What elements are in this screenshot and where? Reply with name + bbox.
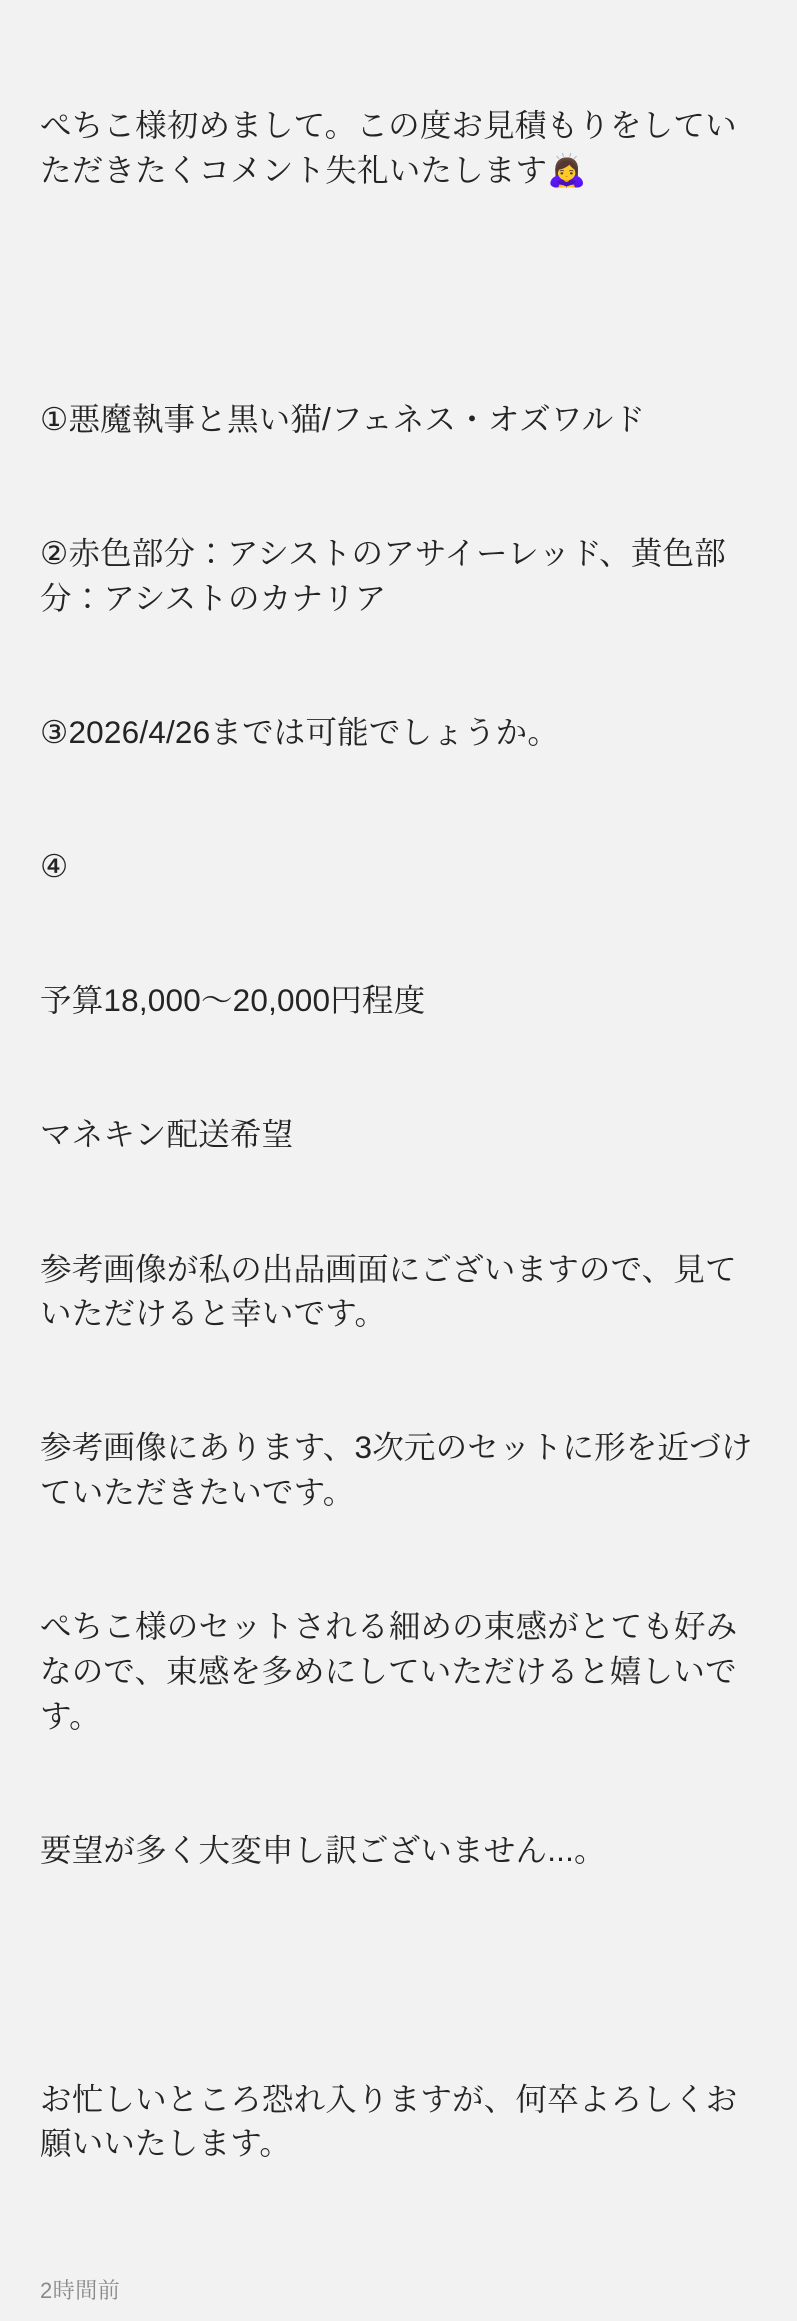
- comment-timestamp: 2時間前: [40, 2277, 121, 2303]
- paragraph-spacer: [40, 282, 757, 307]
- comment-paragraph: ①悪魔執事と黒い猫/フェネス・オズワルド: [40, 400, 646, 437]
- comment-paragraph: 要望が多く大変申し訳ございません...。: [40, 1831, 606, 1868]
- comment-paragraph: ③2026/4/26までは可能でしょうか。: [40, 713, 560, 750]
- comment-paragraph: ④: [40, 848, 69, 885]
- paragraph-spacer: [40, 1962, 757, 1987]
- comment-paragraph: 参考画像にあります、3次元のセットに形を近づけていただきたいです。: [40, 1429, 753, 1511]
- comment-text: [40, 14, 757, 2256]
- comment-paragraph: マネキン配送希望: [40, 1116, 294, 1153]
- comment-paragraph: ぺちこ様のセットされる細めの束感がとても好みなので、束感を多めにしていただけると嬉しいです。: [40, 1608, 738, 1734]
- comment-paragraph: 参考画像が私の出品画面にございますので、見ていただけると幸いです。: [40, 1250, 737, 1332]
- comment-paragraph: ぺちこ様初めまして。この度お見積もりをしていただきたくコメント失礼いたします🙇‍♀️: [40, 107, 737, 189]
- comment-paragraph: 予算18,000〜20,000円程度: [40, 982, 426, 1019]
- comment-paragraph: ②赤色部分：アシストのアサイーレッド、黄色部分：アシストのカナリア: [40, 535, 726, 616]
- comment-paragraph: お忙しいところ恐れ入りますが、何卒よろしくお願いいたします。: [40, 2080, 738, 2162]
